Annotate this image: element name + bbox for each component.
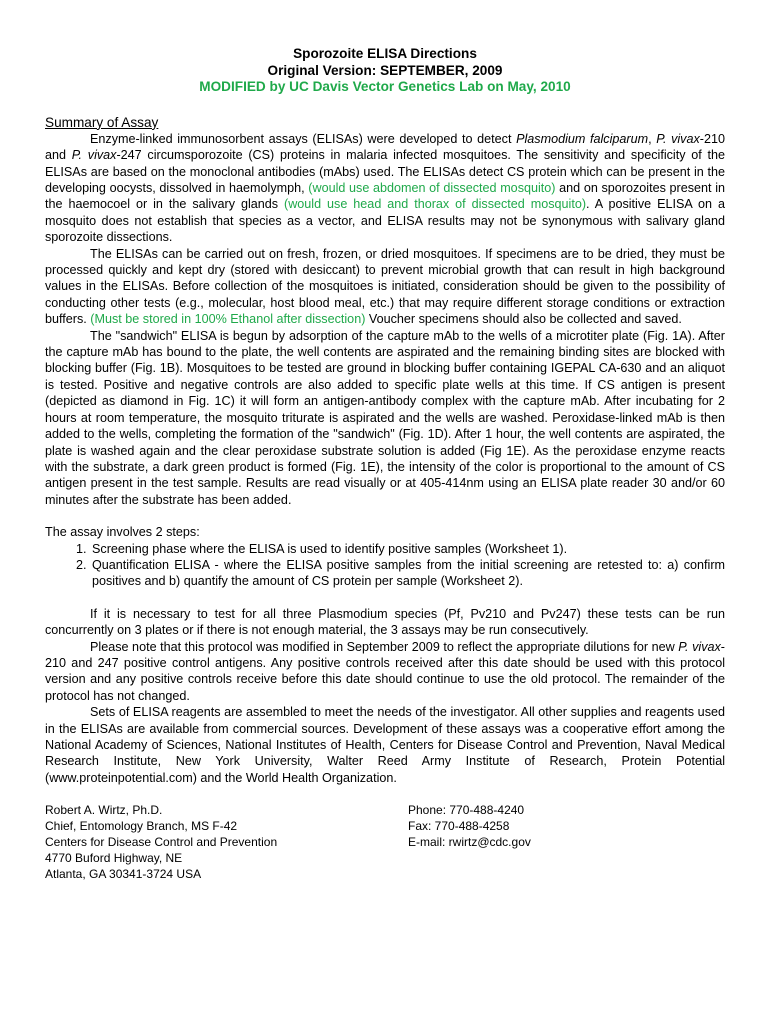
contact-address	[45, 802, 408, 882]
contact-phone: Phone: 770-488-4240	[408, 803, 525, 818]
steps-intro: The assay involves 2 steps:	[45, 525, 200, 540]
abdomen-note: (would use abdomen of dissected mosquito)	[308, 181, 556, 195]
head-thorax-note: (would use head and thorax of dissected mosquito)	[284, 197, 587, 212]
contact-block	[45, 802, 725, 882]
summary-heading: Summary of Assay	[45, 114, 159, 130]
document-page	[45, 46, 725, 882]
list-item: 1. Screening phase where the ELISA is used to identify positive samples (Worksheet 1).	[90, 541, 725, 557]
summary-paragraph-2: The ELISAs can be carried out on fresh, frozen, or dried mosquitoes. If specimens are to be dried, they must be processed quickly and kept dry (stored with desiccant) to prevent microbial growth that can result in high background values in the ELISAs. Before collection of the mosquitoes is initiated, consideration should be given to the possibility of conducting other tests (e.g., molecular, host blood meal, etc.) that may require different storage conditions or extraction buffers. (Must be stored in 100% Ethanol after dissection) Voucher specimens should also be collected and saved.	[45, 246, 725, 327]
contact-street: 4770 Buford Highway, NE	[45, 851, 183, 866]
contact-name: Robert A. Wirtz, Ph.D.	[45, 803, 163, 818]
contact-city: Atlanta, GA 30341-3724 USA	[45, 867, 202, 882]
contact-org: Centers for Disease Control and Prevention	[45, 835, 278, 850]
summary-paragraph-1: Enzyme-linked immunosorbent assays (ELISAs) were developed to detect Plasmodium falciparum, P. vivax-210 and P. vivax-247 circumsporozoite (CS) proteins in malaria infected mosquitoes. The sensitivity and specificity of the ELISAs are based on the monoclonal antibodies (mAbs) used. The ELISAs detect CS protein which can be present in the developing oocysts, dissolved in haemolymph, (would use abdomen of dissected mosquito) and on sporozoites present in the haemocoel or in the salivary glands (would use head and thorax of dissected mosquito). A positive ELISA on a mosquito does not establish that species as a vector, and ELISA results may not be synonymous with salivary gland sporozoite dissections.	[45, 131, 726, 245]
summary-paragraph-3: The "sandwich" ELISA is begun by adsorption of the capture mAb to the wells of a microtiter plate (Fig. 1A). After the capture mAb has bound to the plate, the well contents are aspirated and the remaining binding sites are blocked with blocking buffer (Fig. 1B). Mosquitoes to be tested are ground in blocking buffer containing IGEPAL CA-630 and an aliquot is tested. Positive and negative controls are also added to specific plate wells at this time. If CS antigen is present (depicted as diamond in Fig. 1C) it will form an antigen-antibody complex with the capture mAb. After incubating for 2 hours at room temperature, the mosquito triturate is aspirated and the wells are washed. Peroxidase-linked mAb is then added to the wells, completing the formation of the "sandwich" (Fig. 1D). After 1 hour, the well contents are aspirated, the plate is washed again and the clear peroxidase substrate solution is added (Fig 1E). As the peroxidase enzyme reacts with the substrate, a dark green product is formed (Fig. 1E), the intensity of the color is proportional to the amount of CS antigen present in the test sample. Results are read visually or at 405-414nm using an ELISA plate reader 30 and/or 60 minutes after the substrate has been added.	[45, 328, 725, 507]
steps-list	[45, 541, 725, 590]
modified-line: MODIFIED by UC Davis Vector Genetics Lab on May, 2010	[199, 79, 571, 95]
notes-paragraph-3: Sets of ELISA reagents are assembled to meet the needs of the investigator. All other supplies and reagents used in the ELISAs are available from commercial sources. Development of these assays was a cooperative effort among the National Academy of Sciences, National Institutes of Health, Centers for Disease Control and Prevention, Naval Medical Research Institute, New York University, Walter Reed Army Institute of Research, Protein Potential (www.proteinpotential.com) and the World Health Organization.	[45, 705, 725, 785]
contact-title: Chief, Entomology Branch, MS F-42	[45, 819, 238, 834]
contact-email: E-mail: rwirtz@cdc.gov	[408, 835, 531, 850]
contact-fax: Fax: 770-488-4258	[408, 819, 510, 834]
ethanol-note: (Must be stored in 100% Ethanol after dissection)	[90, 312, 366, 327]
notes-paragraph-1: If it is necessary to test for all three Plasmodium species (Pf, Pv210 and Pv247) these tests can be run concurrently on 3 plates or if there is not enough material, the 3 assays may be run consecutively.	[45, 606, 725, 638]
contact-details	[408, 802, 531, 882]
original-version-line: Original Version: SEPTEMBER, 2009	[267, 62, 503, 78]
list-item: 2. Quantification ELISA - where the ELISA positive samples from the initial screening are retested to: a) confirm positives and b) quantify the amount of CS protein per sample (Worksheet 2).	[90, 557, 725, 590]
notes-paragraph-2: Please note that this protocol was modified in September 2009 to reflect the appropriate dilutions for new P. vivax-210 and 247 positive control antigens. Any positive controls received after this date should be used with this protocol version and any positive controls receive before this date should continue to use the old protocol. The remainder of the protocol has not changed.	[45, 639, 725, 703]
document-title: Sporozoite ELISA Directions	[293, 46, 477, 61]
